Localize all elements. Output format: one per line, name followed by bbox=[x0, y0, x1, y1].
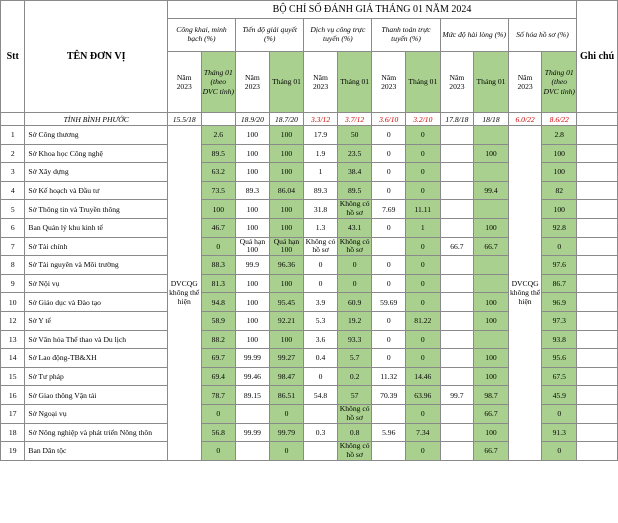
row-value: 86.51 bbox=[269, 386, 304, 405]
row-value: 0 bbox=[372, 163, 406, 182]
row-value bbox=[440, 256, 474, 275]
province-value: 18.7/20 bbox=[269, 113, 304, 126]
row-value: 0 bbox=[201, 404, 236, 423]
row-stt: 1 bbox=[1, 126, 25, 145]
row-value: 63.2 bbox=[201, 163, 236, 182]
row-unit-name: Ban Dân tộc bbox=[25, 442, 168, 461]
group-header-transparency: Công khai, minh bạch (%) bbox=[167, 19, 235, 52]
row-value bbox=[440, 293, 474, 312]
table-row bbox=[1, 126, 618, 145]
subheader-year: Năm 2023 bbox=[508, 52, 542, 113]
province-value: 18.9/20 bbox=[236, 113, 270, 126]
row-value: 89.3 bbox=[304, 181, 338, 200]
row-value: 66.7 bbox=[474, 442, 509, 461]
row-note bbox=[577, 163, 618, 182]
note-header: Ghi chú bbox=[577, 1, 618, 113]
row-note bbox=[577, 349, 618, 368]
row-value: 38.4 bbox=[337, 163, 372, 182]
row-value: 14.46 bbox=[406, 367, 441, 386]
row-value: 73.5 bbox=[201, 181, 236, 200]
row-note bbox=[577, 442, 618, 461]
row-value bbox=[440, 404, 474, 423]
province-value: 3.2/10 bbox=[406, 113, 441, 126]
subheader-year: Năm 2023 bbox=[236, 52, 270, 113]
province-value: 18/18 bbox=[474, 113, 509, 126]
row-note bbox=[577, 181, 618, 200]
row-value bbox=[440, 274, 474, 293]
province-value: 17.8/18 bbox=[440, 113, 474, 126]
row-value: Không có hồ sơ bbox=[337, 442, 372, 461]
row-value bbox=[440, 200, 474, 219]
row-value: 99.27 bbox=[269, 349, 304, 368]
row-value: 2.8 bbox=[542, 126, 577, 145]
row-stt: 15 bbox=[1, 367, 25, 386]
province-value: 8.6/22 bbox=[542, 113, 577, 126]
row-value: 100 bbox=[269, 200, 304, 219]
row-value: 100 bbox=[236, 126, 270, 145]
row-value: 50 bbox=[337, 126, 372, 145]
group-header-satisfaction: Mức độ hài lòng (%) bbox=[440, 19, 508, 52]
row-value: 100 bbox=[201, 200, 236, 219]
row-value bbox=[304, 404, 338, 423]
row-value bbox=[372, 404, 406, 423]
row-value: 0 bbox=[406, 349, 441, 368]
row-note bbox=[577, 311, 618, 330]
row-value: 88.2 bbox=[201, 330, 236, 349]
row-value: 0 bbox=[406, 274, 441, 293]
row-unit-name: Sở Tài chính bbox=[25, 237, 168, 256]
row-value bbox=[440, 330, 474, 349]
row-value: 95.6 bbox=[542, 349, 577, 368]
row-value bbox=[440, 367, 474, 386]
row-value: 100 bbox=[474, 349, 509, 368]
row-value: 100 bbox=[474, 311, 509, 330]
row-value: 100 bbox=[269, 163, 304, 182]
row-value: 0 bbox=[406, 293, 441, 312]
row-value: Không có hồ sơ bbox=[337, 237, 372, 256]
row-stt: 8 bbox=[1, 256, 25, 275]
row-value bbox=[474, 163, 509, 182]
row-value: 7.34 bbox=[406, 423, 441, 442]
province-value: 3.7/12 bbox=[337, 113, 372, 126]
province-value: 3.3/12 bbox=[304, 113, 338, 126]
row-note bbox=[577, 423, 618, 442]
table-body bbox=[1, 126, 618, 461]
row-value bbox=[440, 349, 474, 368]
row-value: 19.2 bbox=[337, 311, 372, 330]
row-note bbox=[577, 330, 618, 349]
row-value: 100 bbox=[236, 293, 270, 312]
row-value: 100 bbox=[542, 144, 577, 163]
row-value: 0 bbox=[406, 442, 441, 461]
row-value: 0 bbox=[304, 256, 338, 275]
row-value: 63.96 bbox=[406, 386, 441, 405]
row-value: 0.4 bbox=[304, 349, 338, 368]
row-value: 81.22 bbox=[406, 311, 441, 330]
row-value: 96.9 bbox=[542, 293, 577, 312]
row-value: 0 bbox=[337, 274, 372, 293]
row-value: 0 bbox=[372, 330, 406, 349]
row-value: 5.7 bbox=[337, 349, 372, 368]
row-value: 100 bbox=[269, 144, 304, 163]
row-value: 0 bbox=[337, 256, 372, 275]
row-stt: 13 bbox=[1, 330, 25, 349]
row-unit-name: Sở Ngoại vụ bbox=[25, 404, 168, 423]
row-value: 100 bbox=[474, 218, 509, 237]
row-value: 86.7 bbox=[542, 274, 577, 293]
row-value bbox=[372, 442, 406, 461]
row-value: 100 bbox=[236, 330, 270, 349]
row-value: 100 bbox=[236, 200, 270, 219]
row-value: 0 bbox=[201, 237, 236, 256]
row-value: 89.5 bbox=[201, 144, 236, 163]
row-value bbox=[440, 442, 474, 461]
row-value bbox=[440, 311, 474, 330]
province-note bbox=[577, 113, 618, 126]
province-value: 15.5/18 bbox=[167, 113, 201, 126]
subheader-month: Tháng 01 bbox=[269, 52, 304, 113]
row-value: Không có hồ sơ bbox=[337, 200, 372, 219]
row-value: 1.3 bbox=[304, 218, 338, 237]
dvcqg-merged-note: DVCQG không thể hiện bbox=[167, 126, 201, 461]
row-value: 100 bbox=[236, 274, 270, 293]
row-value: 100 bbox=[474, 144, 509, 163]
row-value bbox=[474, 256, 509, 275]
row-value: 98.7 bbox=[474, 386, 509, 405]
row-value: 0 bbox=[372, 126, 406, 145]
row-stt: 9 bbox=[1, 274, 25, 293]
row-value bbox=[474, 274, 509, 293]
province-name: TỈNH BÌNH PHƯỚC bbox=[25, 113, 168, 126]
row-value: 97.3 bbox=[542, 311, 577, 330]
row-value: 0 bbox=[542, 404, 577, 423]
row-value bbox=[474, 200, 509, 219]
row-unit-name: Sở Kế hoạch và Đầu tư bbox=[25, 181, 168, 200]
row-value: 100 bbox=[236, 163, 270, 182]
row-value: 89.5 bbox=[337, 181, 372, 200]
row-unit-name: Sở Thông tin và Truyền thông bbox=[25, 200, 168, 219]
row-value: 100 bbox=[474, 423, 509, 442]
row-unit-name: Sở Khoa học Công nghệ bbox=[25, 144, 168, 163]
row-value: 57 bbox=[337, 386, 372, 405]
row-value bbox=[304, 442, 338, 461]
row-value: 99.9 bbox=[236, 256, 270, 275]
row-value: 96.36 bbox=[269, 256, 304, 275]
row-value: Quá hạn 100 bbox=[236, 237, 270, 256]
row-value: 5.3 bbox=[304, 311, 338, 330]
row-unit-name: Sở Công thương bbox=[25, 126, 168, 145]
row-value: 0 bbox=[372, 181, 406, 200]
row-value: 98.47 bbox=[269, 367, 304, 386]
row-value: 11.11 bbox=[406, 200, 441, 219]
row-value: 60.9 bbox=[337, 293, 372, 312]
row-note bbox=[577, 200, 618, 219]
row-value: 66.7 bbox=[474, 237, 509, 256]
row-unit-name: Sở Tư pháp bbox=[25, 367, 168, 386]
subheader-month: Tháng 01 bbox=[406, 52, 441, 113]
row-stt: 2 bbox=[1, 144, 25, 163]
row-value bbox=[474, 330, 509, 349]
row-value bbox=[440, 218, 474, 237]
row-stt: 10 bbox=[1, 293, 25, 312]
row-value: 99.7 bbox=[440, 386, 474, 405]
row-value: 100 bbox=[269, 218, 304, 237]
row-value: 69.7 bbox=[201, 349, 236, 368]
row-value: 94.8 bbox=[201, 293, 236, 312]
province-value: 6.0/22 bbox=[508, 113, 542, 126]
row-value: 0 bbox=[406, 256, 441, 275]
row-value bbox=[440, 423, 474, 442]
row-value: 100 bbox=[269, 126, 304, 145]
row-value: 56.8 bbox=[201, 423, 236, 442]
row-value: 67.5 bbox=[542, 367, 577, 386]
row-value: 100 bbox=[474, 367, 509, 386]
row-note bbox=[577, 256, 618, 275]
row-note bbox=[577, 367, 618, 386]
group-header-online-service: Dịch vụ công trực tuyến (%) bbox=[304, 19, 372, 52]
row-value: 1 bbox=[304, 163, 338, 182]
row-value: 91.3 bbox=[542, 423, 577, 442]
row-value: 82 bbox=[542, 181, 577, 200]
row-value: 0 bbox=[372, 144, 406, 163]
row-value bbox=[440, 126, 474, 145]
row-value: 100 bbox=[236, 311, 270, 330]
row-value: 99.79 bbox=[269, 423, 304, 442]
stt-header: Stt bbox=[1, 1, 25, 113]
row-value bbox=[440, 144, 474, 163]
row-value: 89.3 bbox=[236, 181, 270, 200]
row-value: 66.7 bbox=[440, 237, 474, 256]
row-value: 100 bbox=[236, 218, 270, 237]
row-value: 78.7 bbox=[201, 386, 236, 405]
row-value: 100 bbox=[542, 163, 577, 182]
row-value: 89.15 bbox=[236, 386, 270, 405]
row-value bbox=[236, 404, 270, 423]
row-unit-name: Sở Giao thông Vận tải bbox=[25, 386, 168, 405]
row-note bbox=[577, 293, 618, 312]
row-value: 0 bbox=[406, 163, 441, 182]
row-value: 59.69 bbox=[372, 293, 406, 312]
row-unit-name: Sở Văn hóa Thể thao và Du lịch bbox=[25, 330, 168, 349]
row-value: 0 bbox=[542, 442, 577, 461]
row-value: 100 bbox=[474, 293, 509, 312]
row-value: 95.45 bbox=[269, 293, 304, 312]
row-unit-name: Sở Nội vụ bbox=[25, 274, 168, 293]
group-header-online-payment: Thanh toán trực tuyến (%) bbox=[372, 19, 440, 52]
row-value: 23.5 bbox=[337, 144, 372, 163]
row-note bbox=[577, 237, 618, 256]
row-note bbox=[577, 386, 618, 405]
row-value: 81.3 bbox=[201, 274, 236, 293]
row-value bbox=[236, 442, 270, 461]
row-value: 99.4 bbox=[474, 181, 509, 200]
row-stt: 3 bbox=[1, 163, 25, 182]
row-value: 97.6 bbox=[542, 256, 577, 275]
row-value: 100 bbox=[236, 144, 270, 163]
row-value: 0 bbox=[542, 237, 577, 256]
row-value: 17.9 bbox=[304, 126, 338, 145]
row-value: 99.46 bbox=[236, 367, 270, 386]
province-summary-row bbox=[1, 113, 618, 126]
province-value: 3.6/10 bbox=[372, 113, 406, 126]
row-value bbox=[474, 126, 509, 145]
page-title: BỘ CHỈ SỐ ĐÁNH GIÁ THÁNG 01 NĂM 2024 bbox=[167, 1, 576, 19]
row-stt: 14 bbox=[1, 349, 25, 368]
subheader-year: Năm 2023 bbox=[440, 52, 474, 113]
subheader-month-dvc: Tháng 01 (theo DVC tỉnh) bbox=[542, 52, 577, 113]
row-value: 0 bbox=[406, 144, 441, 163]
row-value: 0 bbox=[406, 404, 441, 423]
row-value: 100 bbox=[269, 330, 304, 349]
row-value: 0 bbox=[304, 274, 338, 293]
row-stt: 19 bbox=[1, 442, 25, 461]
row-value bbox=[440, 163, 474, 182]
row-stt: 7 bbox=[1, 237, 25, 256]
subheader-month: Tháng 01 bbox=[337, 52, 372, 113]
row-value: 0.3 bbox=[304, 423, 338, 442]
row-value: 0.8 bbox=[337, 423, 372, 442]
row-stt: 4 bbox=[1, 181, 25, 200]
row-value: 0 bbox=[269, 442, 304, 461]
row-value: 69.4 bbox=[201, 367, 236, 386]
row-value bbox=[372, 237, 406, 256]
row-note bbox=[577, 144, 618, 163]
row-value: Không có hồ sơ bbox=[305, 237, 336, 255]
row-stt: 18 bbox=[1, 423, 25, 442]
row-value: 86.04 bbox=[269, 181, 304, 200]
row-value: 3.9 bbox=[304, 293, 338, 312]
row-value: 7.69 bbox=[372, 200, 406, 219]
subheader-year: Năm 2023 bbox=[372, 52, 406, 113]
row-value: 54.8 bbox=[304, 386, 338, 405]
row-note bbox=[577, 126, 618, 145]
row-value: 0 bbox=[406, 330, 441, 349]
row-note bbox=[577, 404, 618, 423]
row-value: 0 bbox=[372, 218, 406, 237]
row-value: 0.2 bbox=[337, 367, 372, 386]
row-stt: 5 bbox=[1, 200, 25, 219]
row-value: 46.7 bbox=[201, 218, 236, 237]
row-value: Không có hồ sơ bbox=[337, 404, 372, 423]
group-header-progress: Tiến độ giải quyết (%) bbox=[236, 19, 304, 52]
row-value: 11.32 bbox=[372, 367, 406, 386]
row-value: 2.6 bbox=[201, 126, 236, 145]
row-unit-name: Sở Lao động-TB&XH bbox=[25, 349, 168, 368]
row-value: 92.8 bbox=[542, 218, 577, 237]
row-stt: 17 bbox=[1, 404, 25, 423]
row-value: 0 bbox=[406, 181, 441, 200]
row-note bbox=[577, 218, 618, 237]
row-unit-name: Sở Tài nguyên và Môi trường bbox=[25, 256, 168, 275]
row-unit-name: Sở Xây dựng bbox=[25, 163, 168, 182]
row-value: Quá hạn 100 bbox=[269, 237, 304, 256]
row-stt: 6 bbox=[1, 218, 25, 237]
row-value: 0 bbox=[372, 311, 406, 330]
row-stt: 16 bbox=[1, 386, 25, 405]
province-value bbox=[201, 113, 236, 126]
subheader-year: Năm 2023 bbox=[304, 52, 338, 113]
row-value: 0 bbox=[406, 126, 441, 145]
row-value: 43.1 bbox=[337, 218, 372, 237]
row-note bbox=[577, 274, 618, 293]
unit-header: TÊN ĐƠN VỊ bbox=[25, 1, 168, 113]
row-unit-name: Sở Giáo dục và Đào tạo bbox=[25, 293, 168, 312]
row-value: 99.99 bbox=[236, 423, 270, 442]
row-value: 93.3 bbox=[337, 330, 372, 349]
row-unit-name: Sở Y tế bbox=[25, 311, 168, 330]
province-stt bbox=[1, 113, 25, 126]
subheader-month: Tháng 01 bbox=[474, 52, 509, 113]
row-value: 0 bbox=[406, 237, 441, 256]
row-value: 58.9 bbox=[201, 311, 236, 330]
row-value: 70.39 bbox=[372, 386, 406, 405]
row-value: 88.3 bbox=[201, 256, 236, 275]
row-stt: 12 bbox=[1, 311, 25, 330]
row-value: 1 bbox=[406, 218, 441, 237]
row-value: 93.8 bbox=[542, 330, 577, 349]
row-value bbox=[440, 181, 474, 200]
row-value: 0 bbox=[304, 367, 338, 386]
row-value: 1.9 bbox=[304, 144, 338, 163]
row-value: 45.9 bbox=[542, 386, 577, 405]
row-value: 0 bbox=[269, 404, 304, 423]
row-value: 99.99 bbox=[236, 349, 270, 368]
row-value: 0 bbox=[372, 256, 406, 275]
row-value: 5.96 bbox=[372, 423, 406, 442]
dvcqg-merged-note: DVCQG không thể hiện bbox=[508, 126, 542, 461]
row-value: 31.8 bbox=[304, 200, 338, 219]
row-unit-name: Sở Nông nghiệp và phát triển Nông thôn bbox=[25, 423, 168, 442]
row-value: 0 bbox=[372, 349, 406, 368]
subheader-month-dvc: Tháng 01 (theo DVC tỉnh) bbox=[201, 52, 236, 113]
row-value: 92.21 bbox=[269, 311, 304, 330]
row-value: 100 bbox=[269, 274, 304, 293]
row-value: 0 bbox=[372, 274, 406, 293]
row-unit-name: Ban Quản lý khu kinh tế bbox=[25, 218, 168, 237]
row-value: 66.7 bbox=[474, 404, 509, 423]
row-value: 3.6 bbox=[304, 330, 338, 349]
row-value: 0 bbox=[201, 442, 236, 461]
group-header-digitization: Số hóa hồ sơ (%) bbox=[508, 19, 576, 52]
subheader-year: Năm 2023 bbox=[167, 52, 201, 113]
row-value: 100 bbox=[542, 200, 577, 219]
